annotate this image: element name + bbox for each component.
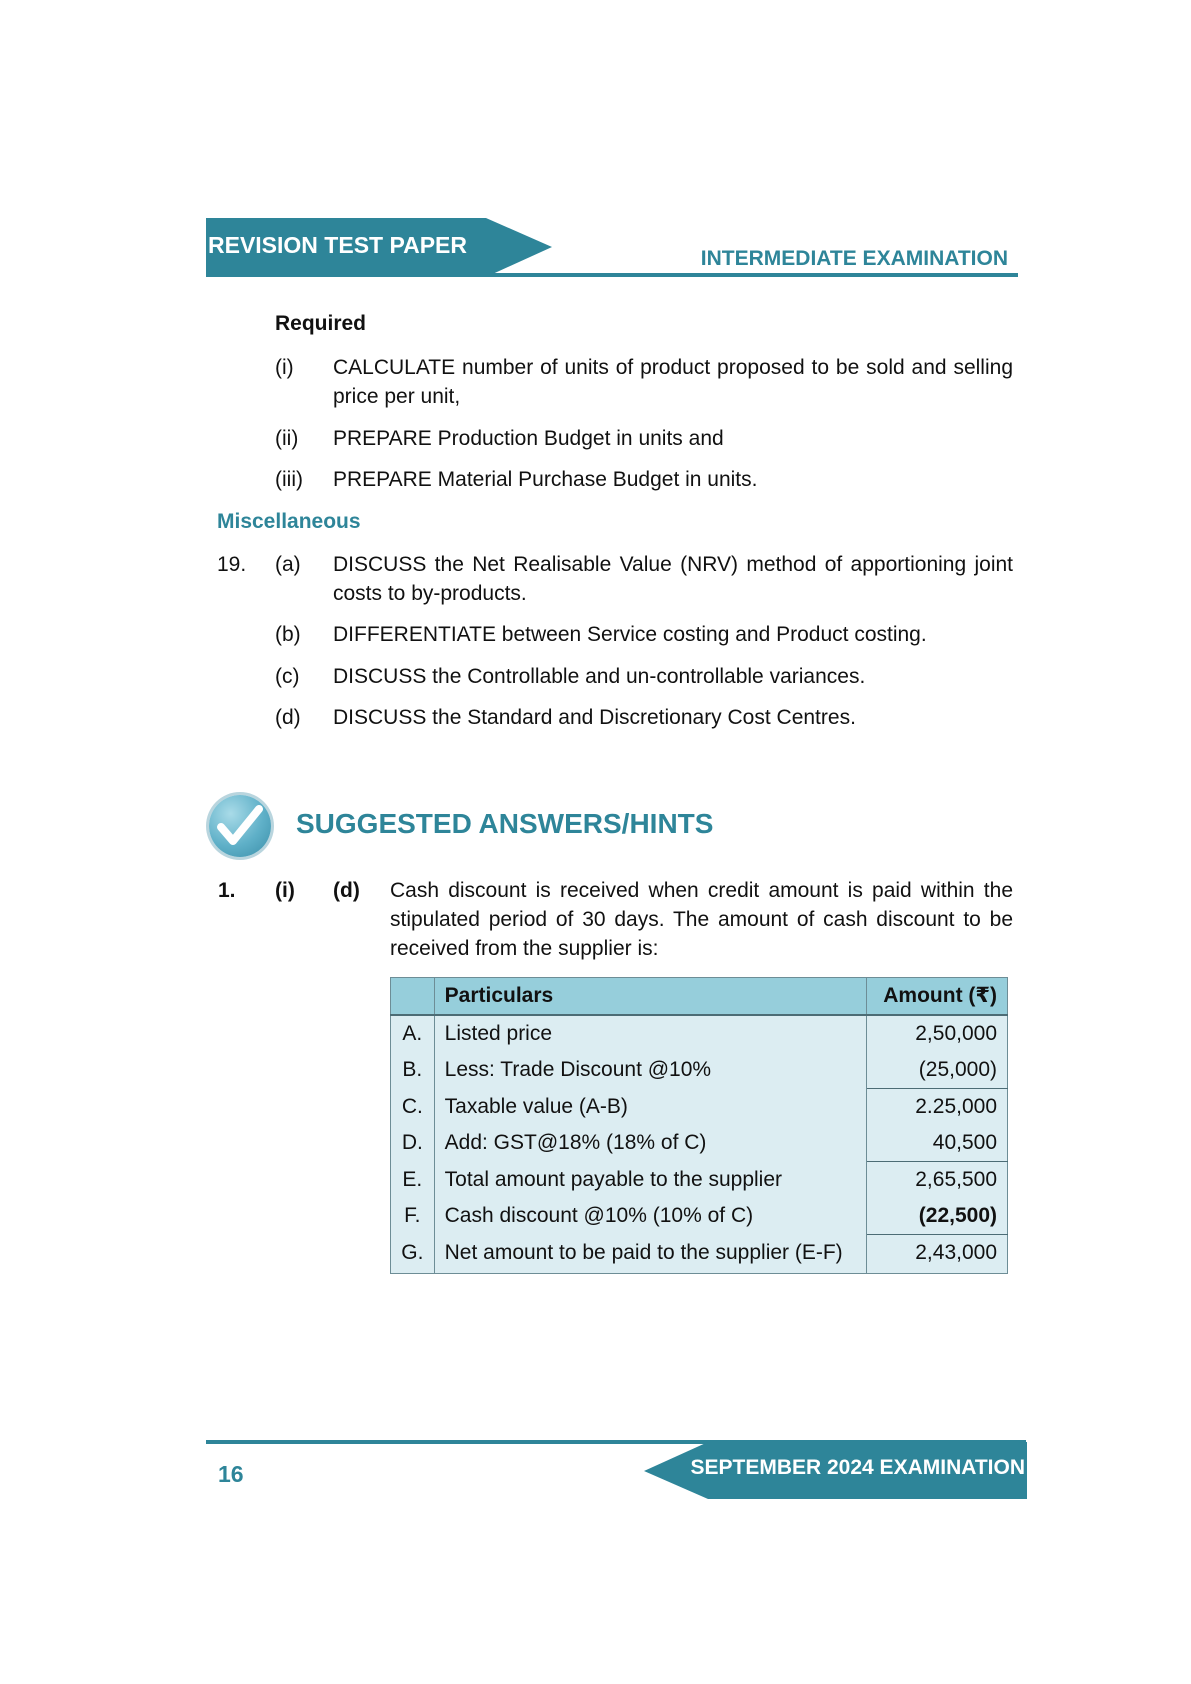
table-row: [391, 1235, 1008, 1274]
answer-option: (d): [333, 879, 360, 902]
row-amount: 2,50,000: [867, 1015, 1008, 1052]
row-particular: Add: GST@18% (18% of C): [434, 1125, 867, 1162]
answer-question-number: 1.: [218, 879, 236, 902]
required-item-2-num: (ii): [275, 427, 299, 450]
required-item-3-num: (iii): [275, 468, 303, 491]
row-particular: Listed price: [434, 1015, 867, 1052]
misc-question-number: 19.: [217, 553, 247, 576]
cash-discount-table: [390, 977, 1008, 1274]
checkmark-badge-icon: [209, 795, 271, 857]
row-amount: (25,000): [867, 1052, 1008, 1089]
row-particular: Cash discount @10% (10% of C): [434, 1198, 867, 1235]
misc-item-d-num: (d): [275, 706, 301, 729]
row-ref: B.: [391, 1052, 435, 1089]
answer-text: Cash discount is received when credit amount is paid within the stipulated period of 30 days. The amount of cash discount to be received from the supplier is:: [390, 879, 1013, 960]
header-tab-title: REVISION TEST PAPER: [208, 232, 468, 258]
table-row: [391, 1089, 1008, 1126]
misc-item-c-num: (c): [275, 665, 300, 688]
table-header-amount: Amount (₹): [867, 978, 1008, 1016]
row-particular: Net amount to be paid to the supplier (E-F): [434, 1235, 867, 1274]
row-amount: (22,500): [867, 1198, 1008, 1235]
table-row: [391, 1052, 1008, 1089]
answers-title: SUGGESTED ANSWERS/HINTS: [296, 808, 714, 839]
required-item-1-num: (i): [275, 356, 294, 379]
table-row: [391, 1125, 1008, 1162]
row-amount: 2,65,500: [867, 1162, 1008, 1199]
row-ref: G.: [391, 1235, 435, 1274]
required-item-2-text: PREPARE Production Budget in units and: [333, 427, 724, 450]
table-row: [391, 1198, 1008, 1235]
row-particular: Less: Trade Discount @10%: [434, 1052, 867, 1089]
misc-item-c-text: DISCUSS the Controllable and un-controllable variances.: [333, 665, 866, 688]
answer-sub-number: (i): [275, 879, 295, 902]
table-header-particulars: Particulars: [434, 978, 867, 1016]
row-ref: C.: [391, 1089, 435, 1126]
row-ref: A.: [391, 1015, 435, 1052]
table-row: [391, 1015, 1008, 1052]
required-item-1-text: CALCULATE number of units of product proposed to be sold and selling price per unit,: [333, 356, 1013, 408]
table-header-row: [391, 978, 1008, 1016]
row-particular: Total amount payable to the supplier: [434, 1162, 867, 1199]
misc-heading: Miscellaneous: [217, 510, 361, 533]
footer-exam-title: SEPTEMBER 2024 EXAMINATION: [690, 1456, 1025, 1479]
page-number: 16: [218, 1461, 244, 1487]
row-ref: D.: [391, 1125, 435, 1162]
row-amount: 2.25,000: [867, 1089, 1008, 1126]
misc-item-b-num: (b): [275, 623, 301, 646]
misc-item-a-num: (a): [275, 553, 301, 576]
misc-item-a-text: DISCUSS the Net Realisable Value (NRV) method of apportioning joint costs to by-products.: [333, 553, 1013, 605]
misc-item-b-text: DIFFERENTIATE between Service costing and Product costing.: [333, 623, 927, 646]
table-header-ref: [391, 978, 435, 1016]
required-heading: Required: [275, 312, 367, 335]
header-rule: [206, 273, 1018, 277]
row-ref: E.: [391, 1162, 435, 1199]
misc-item-d-text: DISCUSS the Standard and Discretionary Cost Centres.: [333, 706, 856, 729]
required-item-3-text: PREPARE Material Purchase Budget in units.: [333, 468, 758, 491]
row-amount: 40,500: [867, 1125, 1008, 1162]
row-particular: Taxable value (A-B): [434, 1089, 867, 1126]
row-amount: 2,43,000: [867, 1235, 1008, 1274]
header-exam-title: INTERMEDIATE EXAMINATION: [700, 247, 1008, 270]
table-row: [391, 1162, 1008, 1199]
row-ref: F.: [391, 1198, 435, 1235]
